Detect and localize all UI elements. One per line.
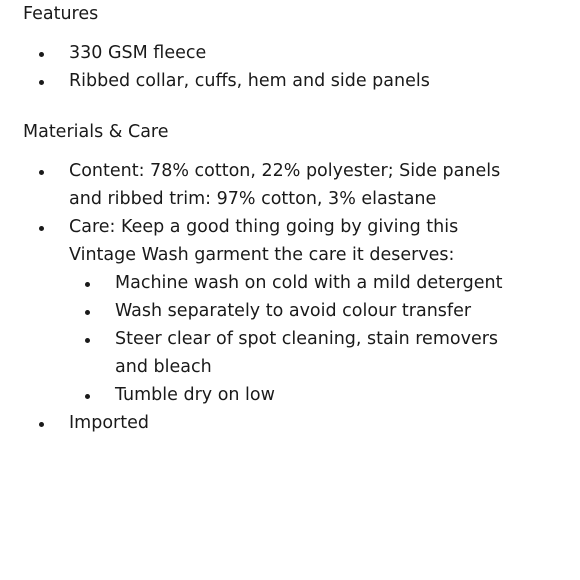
list-item xyxy=(69,297,580,325)
materials-care-heading: Materials & Care xyxy=(23,122,169,142)
care-text: Wash separately to avoid colour transfer xyxy=(115,301,472,321)
care-text: Tumble dry on low xyxy=(115,385,275,405)
features-list xyxy=(23,39,580,95)
list-item xyxy=(23,157,580,213)
list-item xyxy=(69,325,580,381)
care-instructions-list xyxy=(69,269,580,409)
materials-care-list xyxy=(23,157,580,437)
care-intro-text: Care: Keep a good thing going by giving this Vintage Wash garment the care it deserves: xyxy=(69,217,459,265)
feature-text: Ribbed collar, cuffs, hem and side panels xyxy=(69,71,430,91)
list-item xyxy=(69,269,580,297)
care-text: Machine wash on cold with a mild detergent xyxy=(115,273,503,293)
features-heading: Features xyxy=(23,4,99,24)
feature-text: 330 GSM fleece xyxy=(69,43,207,63)
list-item xyxy=(23,409,580,437)
list-item xyxy=(23,213,580,409)
imported-text: Imported xyxy=(69,413,149,433)
list-item xyxy=(69,381,580,409)
care-text: Steer clear of spot cleaning, stain removers and bleach xyxy=(115,329,499,377)
content-text: Content: 78% cotton, 22% polyester; Side panels and ribbed trim: 97% cotton, 3% elastane xyxy=(69,161,501,209)
list-item xyxy=(23,67,580,95)
list-item xyxy=(23,39,580,67)
